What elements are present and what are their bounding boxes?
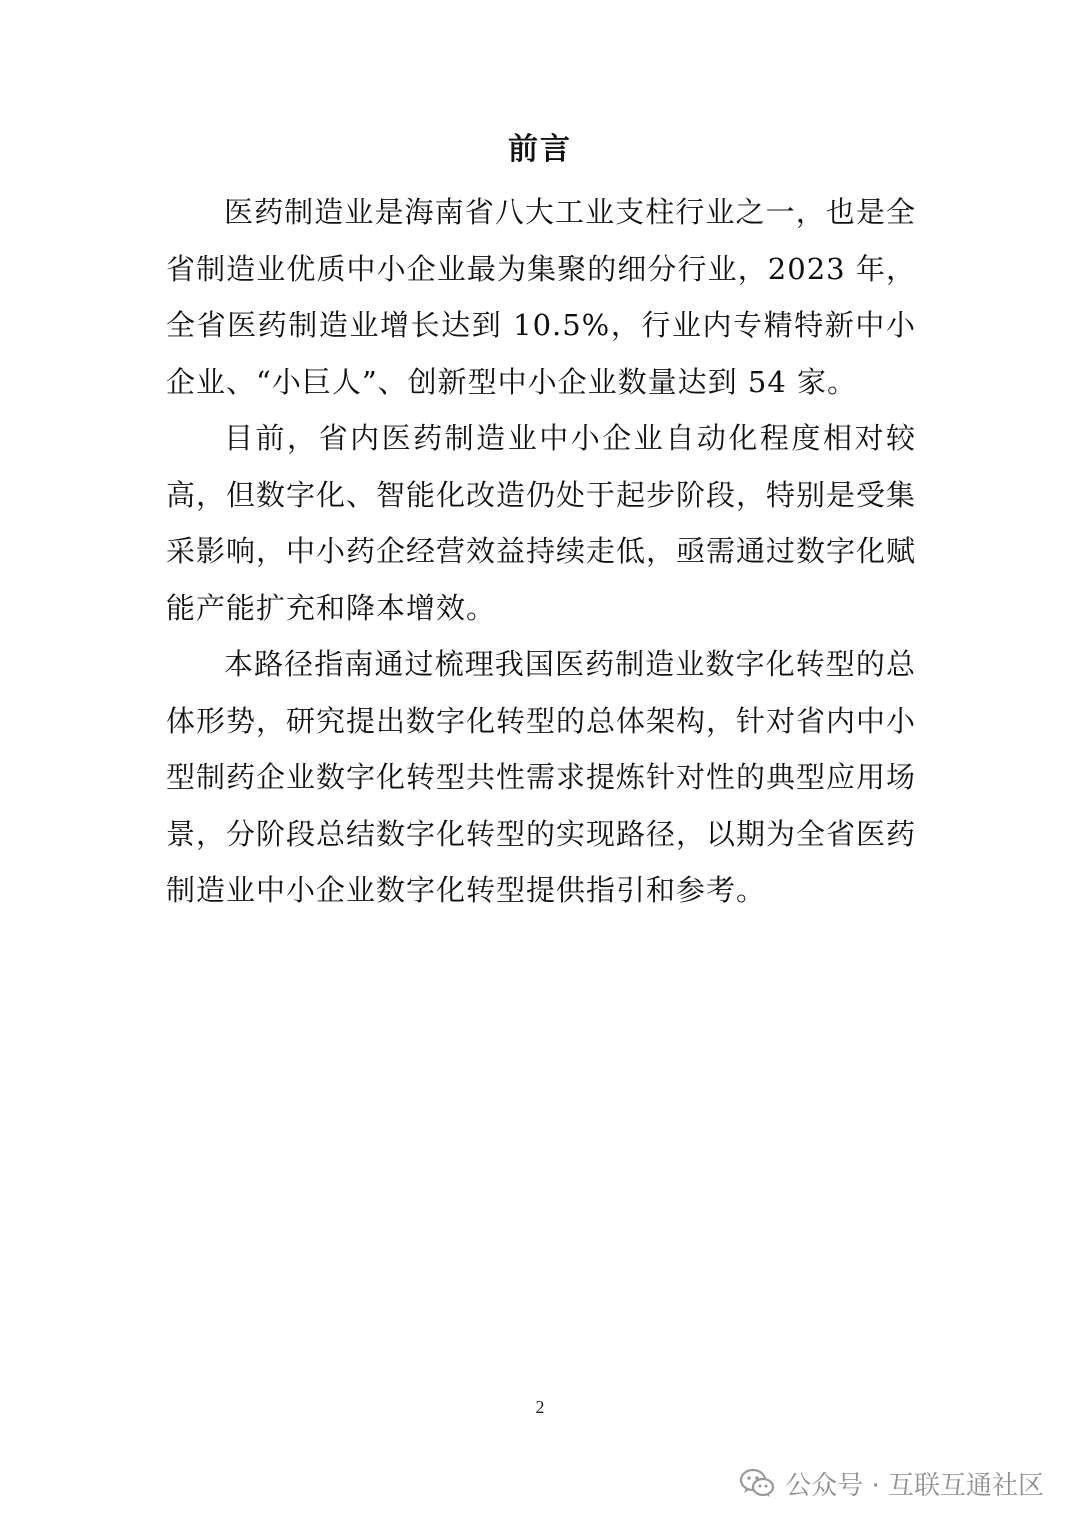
paragraph-3: 本路径指南通过梳理我国医药制造业数字化转型的总体形势，研究提出数字化转型的总体架构，针对省内中小型制药企业数字化转型共性需求提炼针对性的典型应用场景，分阶段总结数字化转型的实现路径，以期为全省医药制造业中小企业数字化转型提供指引和参考。 xyxy=(166,647,917,907)
wechat-icon xyxy=(739,1467,775,1499)
watermark xyxy=(739,1461,1044,1505)
paragraph-1: 医药制造业是海南省八大工业支柱行业之一，也是全省制造业优质中小企业最为集聚的细分行业，2023 年，全省医药制造业增长达到 10.5%，行业内专精特新中小企业、“小巨人”、创新型中小企业数量达到 54 家。 xyxy=(166,195,916,399)
page-number: 2 xyxy=(535,1397,545,1417)
watermark-text: 公众号 · 互联互通社区 xyxy=(785,1470,1044,1501)
paragraph-2: 目前，省内医药制造业中小企业自动化程度相对较高，但数字化、智能化改造仍处于起步阶段，特别是受集采影响，中小药企经营效益持续走低，亟需通过数字化赋能产能扩充和降本增效。 xyxy=(166,421,917,625)
document-body xyxy=(166,184,916,919)
page-title: 前言 xyxy=(508,132,572,167)
